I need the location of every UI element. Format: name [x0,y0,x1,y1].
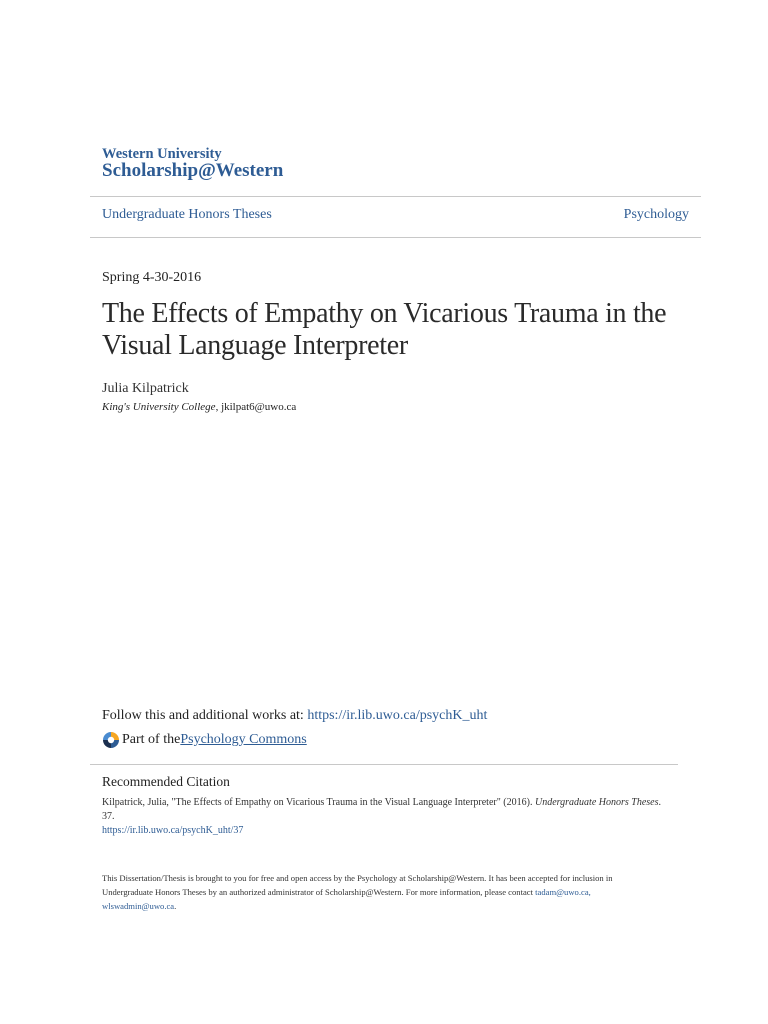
department-link[interactable]: Psychology [623,207,689,222]
citation-text [102,796,662,838]
admin-email-link[interactable]: wlswadmin@uwo.ca [102,901,175,911]
affiliation-email: , jkilpat6@uwo.ca [215,401,297,413]
contact-email-link[interactable]: tadam@uwo.ca, [535,887,591,897]
author-affiliation [102,401,296,413]
divider [90,196,701,197]
author-name: Julia Kilpatrick [102,381,189,396]
follow-url-link[interactable]: https://ir.lib.uwo.ca/psychK_uht [307,708,488,723]
publication-date: Spring 4-30-2016 [102,270,202,285]
part-of-line [102,731,307,749]
follow-label: Follow this and additional works at: [102,708,308,723]
psychology-commons-link[interactable]: Psychology Commons [180,732,307,747]
affiliation-institution: King's University College [102,401,216,413]
citation-main: Kilpatrick, Julia, "The Effects of Empathy on Vicarious Trauma in the Visual Language Interpreter" (2016). [102,797,535,808]
recommended-citation-heading: Recommended Citation [102,774,230,789]
series-link[interactable]: Undergraduate Honors Theses [102,207,272,222]
bepress-commons-icon [102,731,120,749]
divider [90,237,701,238]
citation-series: Undergraduate Honors Theses [534,797,659,808]
citation-number: . 37. [102,797,661,822]
citation-url-link[interactable]: https://ir.lib.uwo.ca/psychK_uht/37 [102,825,244,836]
follow-line [102,708,487,724]
notice-end: . [174,901,177,911]
paper-title: The Effects of Empathy on Vicarious Trauma in the Visual Language Interpreter [102,298,667,361]
notice-text: This Dissertation/Thesis is brought to you for free and open access by the Psychology at Scholarship@Western. It has been accepted for inclusion in Undergraduate Honors Theses by an authorized administrator of Scholarship@Western. For more information, please contact [102,873,613,897]
university-name: Western University [102,146,222,162]
repository-link[interactable]: Scholarship@Western [102,160,284,181]
access-notice [102,871,662,913]
divider [90,764,678,765]
part-of-label: Part of the [122,732,181,747]
